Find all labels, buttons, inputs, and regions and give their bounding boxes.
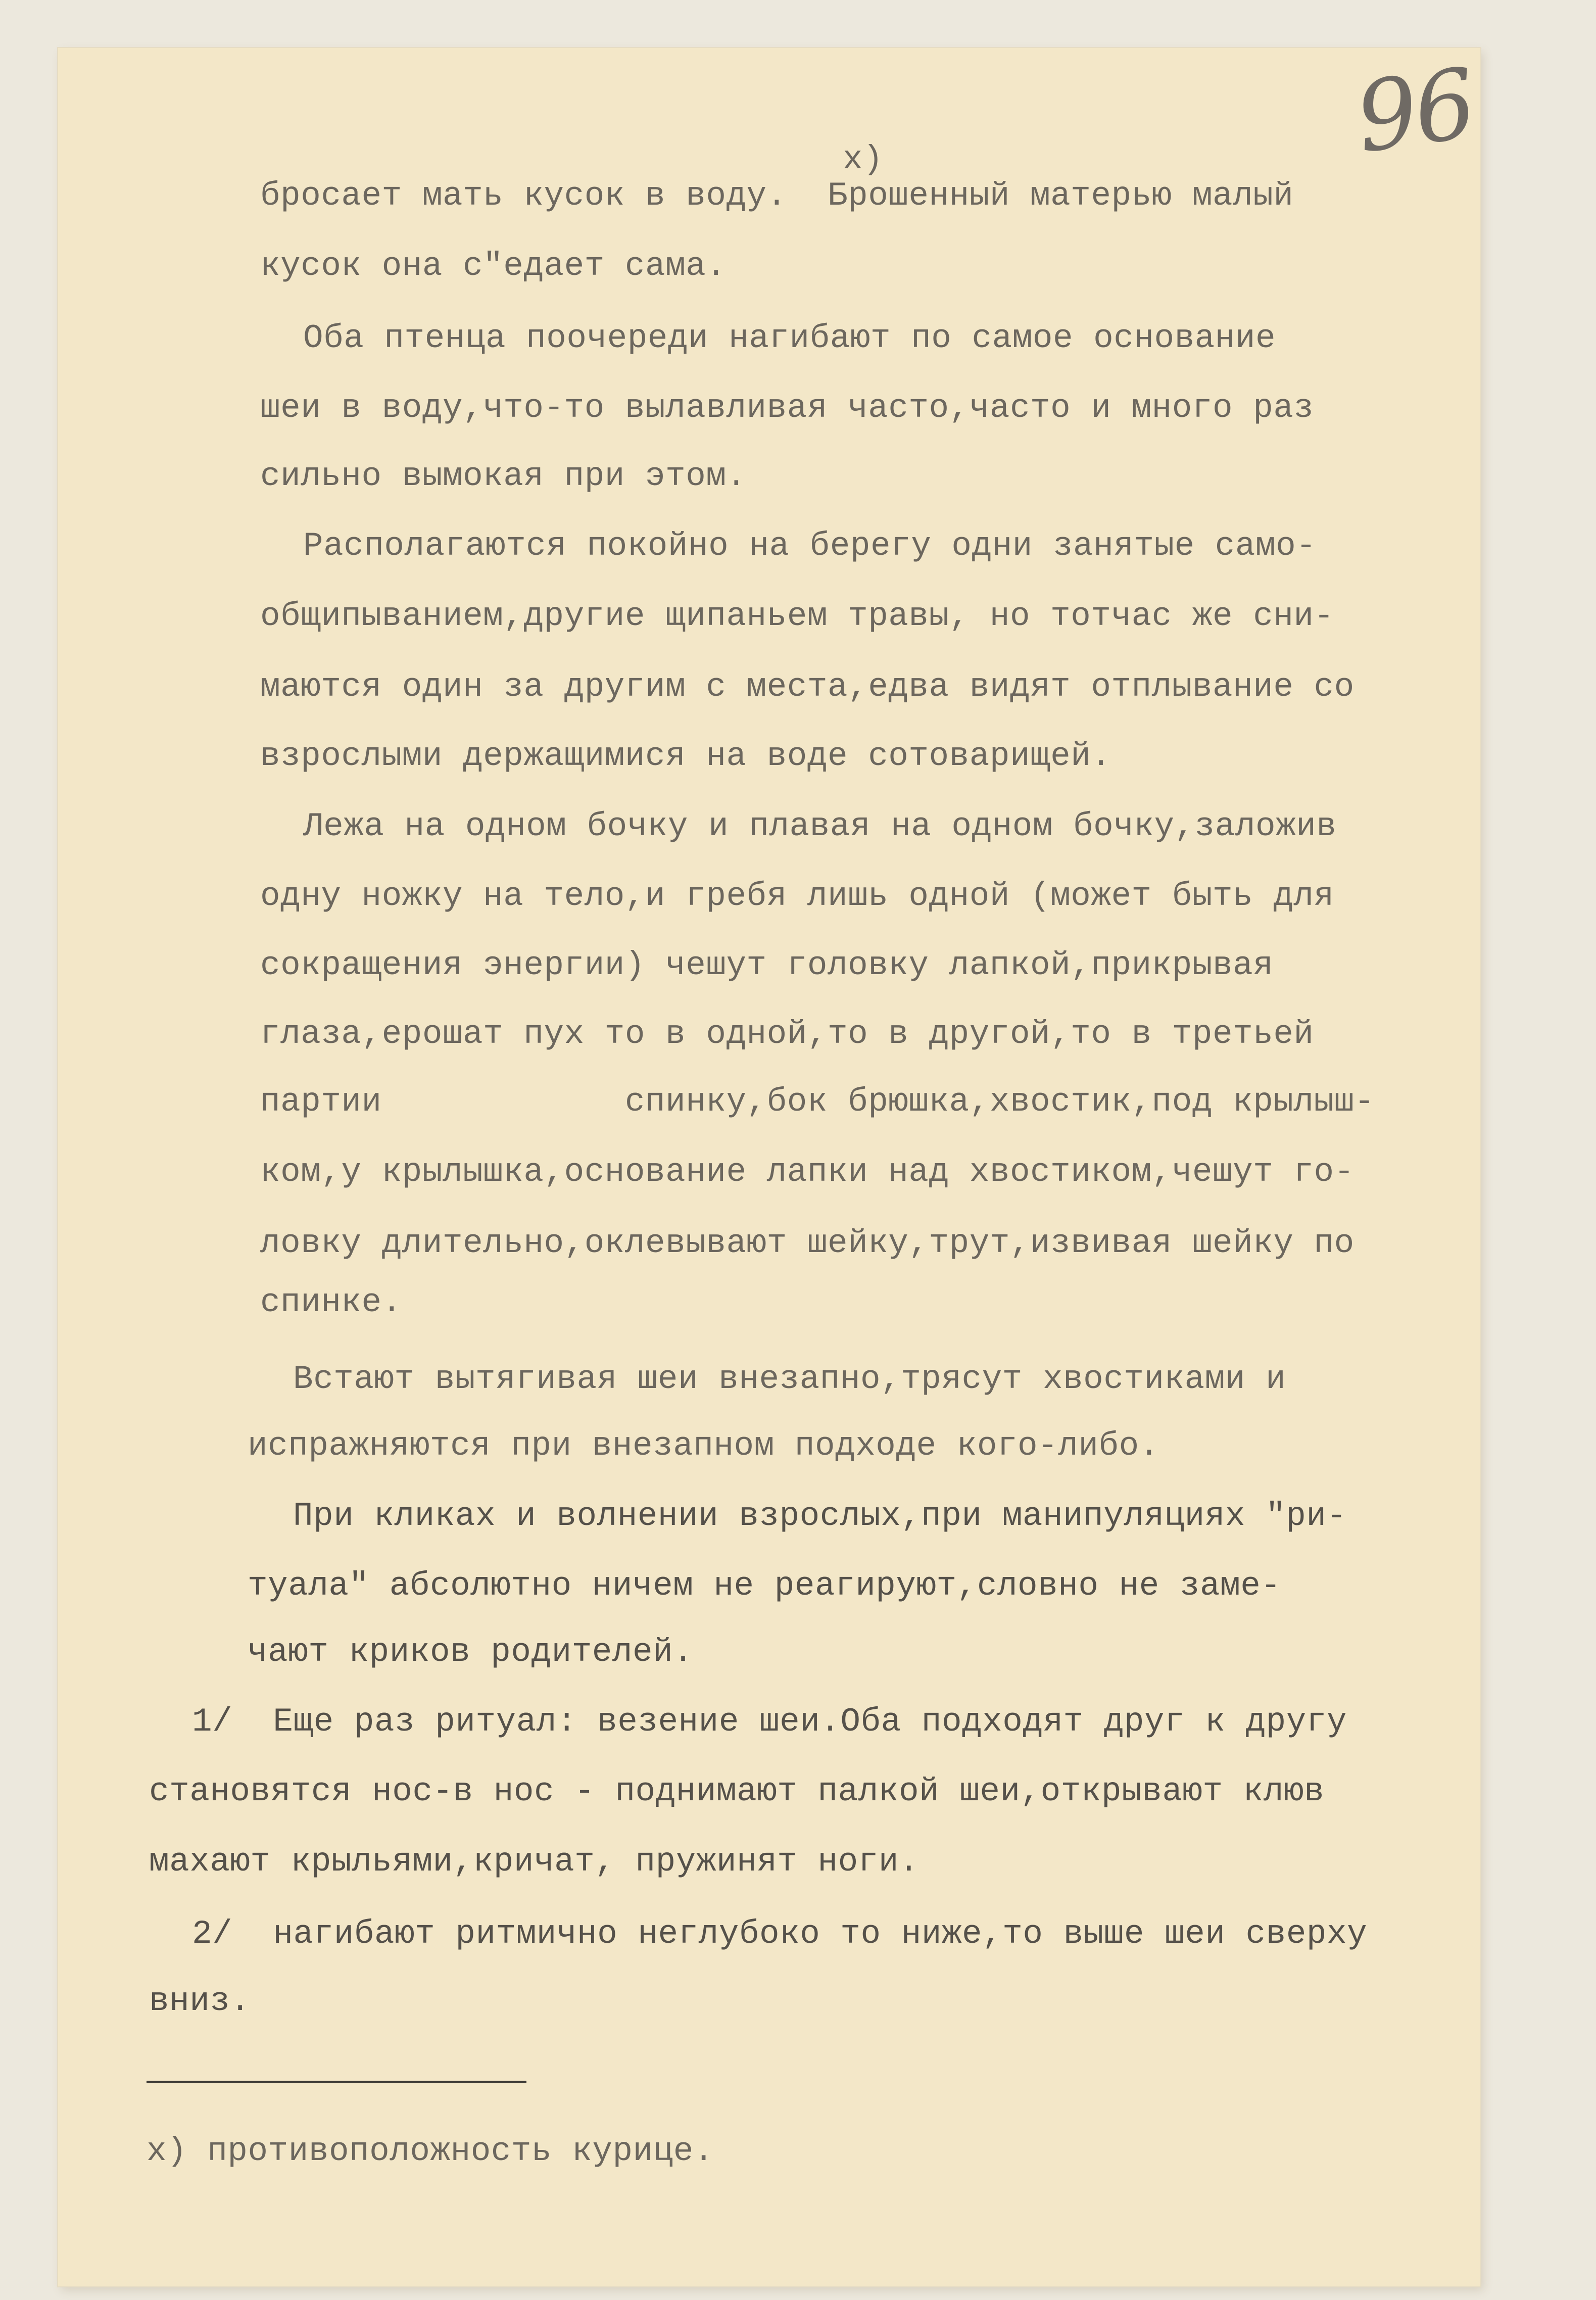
footnote-marker: x) — [843, 140, 884, 178]
text-line-24: становятся нос-в нос - поднимают палкой шеи,открывают клюв — [149, 1772, 1325, 1810]
text-line-20: При кликах и волнении взрослых,при манипуляциях "ри- — [293, 1497, 1347, 1535]
text-line-26: 2/ нагибают ритмично неглубоко то ниже,то выше шеи сверху — [192, 1915, 1368, 1953]
text-line-11: одну ножку на тело,и гребя лишь одной (может быть для — [260, 877, 1334, 915]
text-line-12: сокращения энергии) чешут головку лапкой,прикрывая — [260, 946, 1274, 984]
text-line-9: взрослыми держащимися на воде сотоварищей. — [260, 737, 1111, 775]
page-number: 96 — [1349, 47, 1480, 174]
text-line-3: Оба птенца поочереди нагибают по самое основание — [303, 319, 1276, 357]
text-line-23: 1/ Еще раз ритуал: везение шеи.Оба подходят друг к другу — [192, 1703, 1347, 1741]
text-line-22: чают криков родителей. — [248, 1633, 694, 1671]
text-line-7: общипыванием,другие щипаньем травы, но тотчас же сни- — [260, 597, 1334, 635]
text-line-25: махают крыльями,кричат, пружинят ноги. — [149, 1843, 920, 1881]
text-line-6: Располагаются покойно на берегу одни занятые само- — [303, 527, 1317, 565]
text-line-18: Встают вытягивая шеи внезапно,трясут хвостиками и — [293, 1360, 1286, 1398]
text-line-8: маются один за другим с места,едва видят отплывание со — [260, 668, 1355, 706]
text-line-14: партии спинку,бок брюшка,хвостик,под крылыш- — [260, 1083, 1375, 1121]
text-line-2: кусок она с"едает сама. — [260, 247, 727, 285]
footnote-text: x) противоположность курице. — [147, 2132, 714, 2170]
text-line-15: ком,у крылышка,основание лапки над хвостиком,чешут го- — [260, 1153, 1355, 1191]
text-line-1: бросает мать кусок в воду. Брошенный матерью малый — [260, 177, 1294, 215]
text-line-10: Лежа на одном бочку и плавая на одном бочку,заложив — [303, 807, 1337, 845]
text-line-27: вниз. — [149, 1982, 251, 2020]
text-line-5: сильно вымокая при этом. — [260, 457, 747, 495]
text-line-4: шеи в воду,что-то вылавливая часто,часто и много раз — [260, 389, 1314, 427]
text-line-21: туала" абсолютно ничем не реагируют,словно не заме- — [248, 1567, 1281, 1605]
text-line-17: спинке. — [260, 1283, 402, 1321]
text-line-13: глаза,ерошат пух то в одной,то в другой,то в третьей — [260, 1015, 1314, 1053]
text-line-16: ловку длительно,оклевывают шейку,трут,извивая шейку по — [260, 1224, 1355, 1262]
text-line-19: испражняются при внезапном подходе кого-либо. — [248, 1427, 1159, 1465]
footnote-divider — [147, 2081, 526, 2083]
